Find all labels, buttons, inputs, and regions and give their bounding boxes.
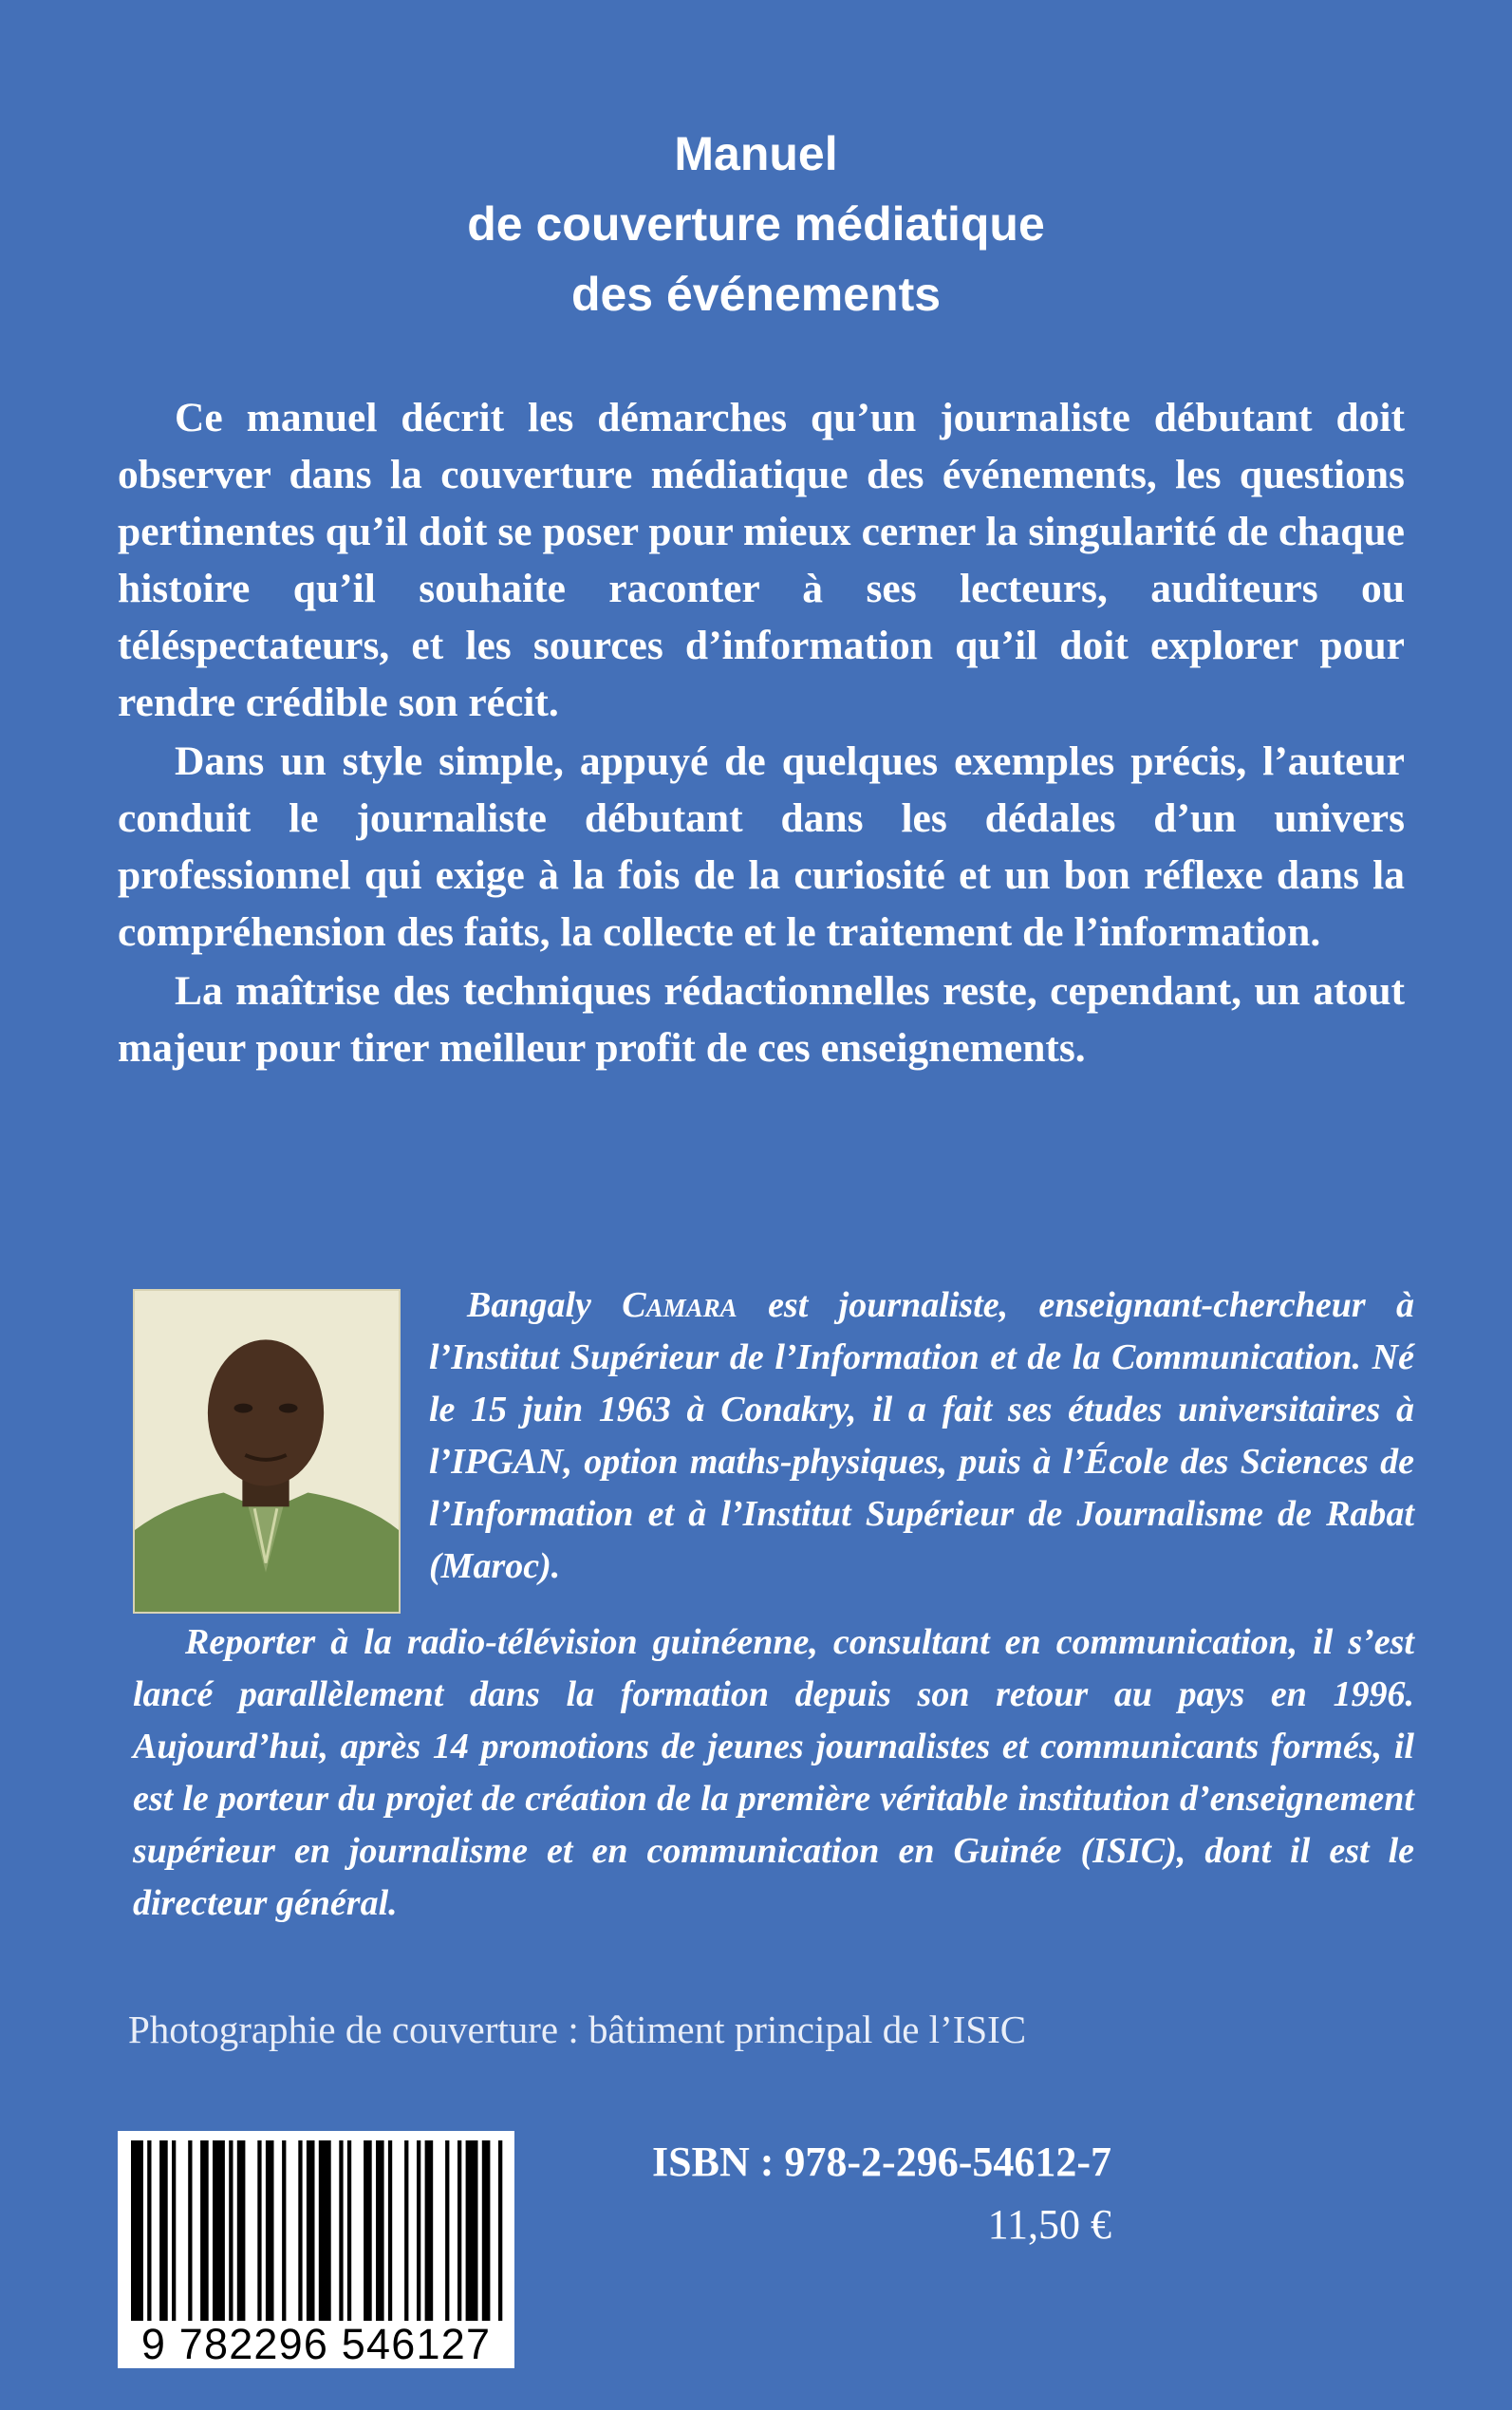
title-line-3: des événements [570,268,942,321]
isbn: ISBN : 978-2-296-54612-7 [652,2139,1111,2185]
barcode-bar [339,2140,343,2321]
barcode-bar [319,2140,331,2321]
book-summary [118,389,1405,1076]
barcode-bar [388,2140,392,2321]
barcode-bar [131,2140,143,2321]
barcode-bar [298,2140,302,2321]
barcode-bar [147,2140,151,2321]
barcode-bar [257,2140,261,2321]
barcode-bar [200,2140,209,2321]
barcode-bar [237,2140,246,2321]
barcode-bar [404,2140,408,2321]
barcode-bar [172,2140,176,2321]
barcode-bar [482,2140,491,2321]
barcode-digits: 9 782296 546127 [140,2320,492,2368]
photo-credit: Photographie de couverture : bâtiment principal de l’ISIC [128,2008,1027,2051]
title-line-1: Manuel [674,127,838,180]
barcode-bar [229,2140,233,2321]
barcode-bar [307,2140,315,2321]
barcode-bar [364,2140,372,2321]
bio-paragraph-1-text: est journaliste, enseignant-chercheur à l’Institut Supérieur de l’Information et de la Communication. Né le 15 juin 1963 à Conakry, il a fait ses études universitaires à l’IPGAN, option maths-physiques, puis à l’École des Sciences de l’Information et à l’Institut Supérieur de Journalisme de Rabat (Maroc). [429,1285,1414,1586]
barcode-bars [118,2131,514,2321]
barcode-bar [445,2140,449,2321]
barcode-bar [466,2140,478,2321]
barcode-bar [213,2140,225,2321]
barcode-bar [282,2140,286,2321]
portrait-spacer [133,1280,429,1616]
barcode-bar [266,2140,274,2321]
barcode-bar [188,2140,192,2321]
author-last-name: Camara [622,1285,737,1325]
author-first-name: Bangaly [467,1285,591,1325]
barcode-bar [425,2140,434,2321]
bio-paragraph-2: Reporter à la radio-télévision guinéenne, consultant en communication, il s’est lancé parallèlement dans la formation depuis son retour au pays en 1996. Aujourd’hui, après 14 promotions de jeunes journalistes et communicants formés, il est le porteur du projet de création de la première véritable institution d’enseignement supérieur en journalisme et en communication en Guinée (ISIC), dont il est le directeur général. [133,1622,1414,1923]
price: 11,50 € [987,2201,1111,2248]
barcode-bar [457,2140,461,2321]
summary-paragraph-3: La maîtrise des techniques rédactionnelles reste, cependant, un atout majeur pour tirer meilleur profit de ces enseignements. [118,968,1405,1071]
summary-paragraph-1: Ce manuel décrit les démarches qu’un journaliste débutant doit observer dans la couverture médiatique des événements, les questions pertinentes qu’il doit se poser pour mieux cerner la singularité de chaque histoire qu’il souhaite raconter à ses lecteurs, auditeurs ou téléspectateurs, et les sources d’information qu’il doit explorer pour rendre crédible son récit. [118,395,1405,725]
book-title [0,119,1512,329]
barcode-bar [498,2140,502,2321]
barcode-bar [159,2140,168,2321]
barcode [118,2131,514,2368]
barcode-bar [417,2140,420,2321]
barcode-bar [347,2140,351,2321]
title-line-2: de couverture médiatique [467,197,1045,251]
summary-paragraph-2: Dans un style simple, appuyé de quelques exemples précis, l’auteur conduit le journaliste débutant dans les dédales d’un univers professionnel qui exige à la fois de la curiosité et un bon réflexe dans la compréhension des faits, la collecte et le traitement de l’information. [118,738,1405,955]
author-bio [133,1280,1414,1930]
barcode-bar [376,2140,384,2321]
